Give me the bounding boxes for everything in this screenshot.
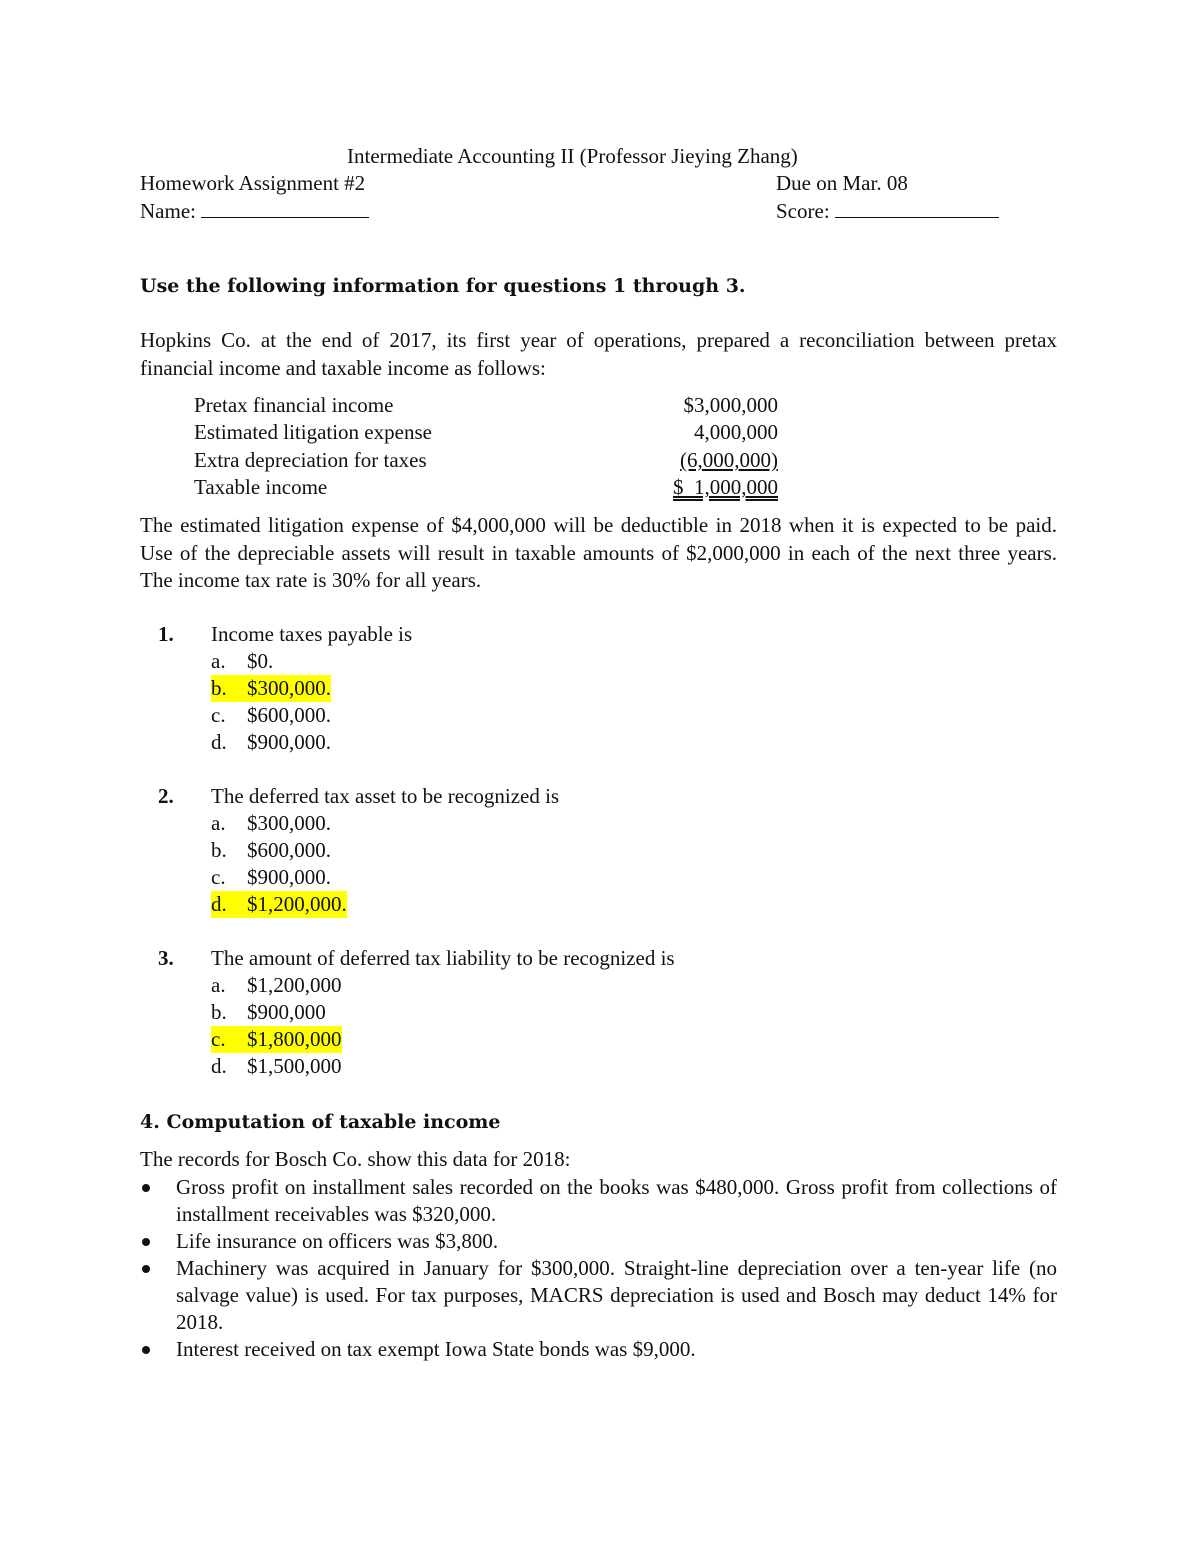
- list-item: [140, 1255, 1057, 1336]
- option-text: $1,500,000: [247, 1054, 342, 1078]
- reconciliation-row: [194, 447, 778, 474]
- section4-bullet-list: [140, 1174, 1057, 1363]
- reconciliation-row: [194, 392, 778, 419]
- question-text: Income taxes payable is: [211, 622, 413, 646]
- list-item: [140, 1228, 1057, 1255]
- section4-heading: 4. Computation of taxable income: [140, 1111, 501, 1133]
- answer-option: [211, 702, 331, 729]
- option-letter: b.: [211, 838, 227, 862]
- option-text: $900,000.: [247, 730, 331, 754]
- score-blank: [835, 197, 999, 218]
- option-letter: d.: [211, 1054, 227, 1078]
- reconciliation-label: Taxable income: [194, 475, 328, 499]
- bullet-text: Gross profit on installment sales recorded on the books was $480,000. Gross profit from collections of installment receivables was $320,000.: [176, 1175, 1057, 1226]
- option-letter: d.: [211, 892, 227, 916]
- reconciliation-label: Extra depreciation for taxes: [194, 448, 427, 472]
- bullet-icon: [142, 1265, 150, 1273]
- option-letter: b.: [211, 676, 227, 700]
- name-blank: [201, 197, 369, 218]
- answer-option: [211, 648, 273, 675]
- bullet-icon: [142, 1184, 150, 1192]
- option-text: $600,000.: [247, 703, 331, 727]
- reconciliation-row: [194, 419, 778, 446]
- answer-option: [211, 837, 331, 864]
- reconciliation-label: Estimated litigation expense: [194, 420, 432, 444]
- answer-option: [211, 810, 331, 837]
- list-item: [140, 1174, 1057, 1228]
- bullet-text: Life insurance on officers was $3,800.: [176, 1229, 499, 1253]
- option-letter: d.: [211, 730, 227, 754]
- answer-option-highlighted: [211, 1026, 342, 1053]
- option-text: $1,800,000: [247, 1027, 342, 1051]
- option-text: $600,000.: [247, 838, 331, 862]
- option-text: $900,000.: [247, 865, 331, 889]
- reconciliation-label: Pretax financial income: [194, 393, 394, 417]
- option-letter: c.: [211, 1027, 226, 1051]
- option-letter: a.: [211, 811, 226, 835]
- intro-paragraph: Hopkins Co. at the end of 2017, its first year of operations, prepared a reconciliation between pretax financial income and taxable income as follows:: [140, 328, 1057, 380]
- question-text: The amount of deferred tax liability to be recognized is: [211, 946, 675, 970]
- option-letter: c.: [211, 703, 226, 727]
- question-text: The deferred tax asset to be recognized is: [211, 784, 560, 808]
- question-number: 1.: [158, 622, 174, 646]
- bullet-icon: [142, 1346, 150, 1354]
- option-letter: a.: [211, 973, 226, 997]
- score-line: [776, 197, 999, 225]
- answer-option: [211, 729, 331, 756]
- option-letter: a.: [211, 649, 226, 673]
- bullet-text: Machinery was acquired in January for $300,000. Straight-line depreciation over a ten-year life (no salvage value) is used. For tax purposes, MACRS depreciation is used and Bosch may deduct 14% for 2018.: [176, 1256, 1057, 1334]
- option-text: $900,000: [247, 1000, 326, 1024]
- course-title: Intermediate Accounting II (Professor Jieying Zhang): [347, 144, 798, 168]
- due-date: Due on Mar. 08: [776, 171, 908, 195]
- answer-option: [211, 999, 326, 1026]
- option-text: $0.: [247, 649, 274, 673]
- answer-option-highlighted: [211, 675, 331, 702]
- option-text: $1,200,000.: [247, 892, 347, 916]
- section-heading: Use the following information for questions 1 through 3.: [140, 275, 746, 297]
- assignment-title: Homework Assignment #2: [140, 171, 366, 195]
- reconciliation-amount: 4,000,000: [694, 420, 778, 444]
- question-number: 2.: [158, 784, 174, 808]
- reconciliation-total: $ 1,000,000: [673, 475, 778, 499]
- question-number: 3.: [158, 946, 174, 970]
- bullet-text: Interest received on tax exempt Iowa State bonds was $9,000.: [176, 1337, 696, 1361]
- score-label: Score:: [776, 199, 830, 223]
- option-text: $300,000.: [247, 811, 331, 835]
- note-paragraph: The estimated litigation expense of $4,000,000 will be deductible in 2018 when it is expected to be paid. Use of the depreciable assets will result in taxable amounts of $2,000,000 in each of the next three years. The income tax rate is 30% for all years.: [140, 513, 1057, 592]
- option-letter: b.: [211, 1000, 227, 1024]
- section4-intro: The records for Bosch Co. show this data for 2018:: [140, 1147, 571, 1171]
- name-label: Name:: [140, 199, 196, 223]
- answer-option: [211, 864, 331, 891]
- answer-option: [211, 972, 342, 999]
- reconciliation-row: [194, 474, 778, 501]
- reconciliation-amount: $3,000,000: [683, 393, 778, 417]
- option-letter: c.: [211, 865, 226, 889]
- answer-option-highlighted: [211, 891, 347, 918]
- answer-option: [211, 1053, 342, 1080]
- name-line: [140, 197, 369, 225]
- option-text: $300,000.: [247, 676, 331, 700]
- option-text: $1,200,000: [247, 973, 342, 997]
- list-item: [140, 1336, 1057, 1363]
- reconciliation-amount: (6,000,000): [680, 448, 778, 472]
- bullet-icon: [142, 1238, 150, 1246]
